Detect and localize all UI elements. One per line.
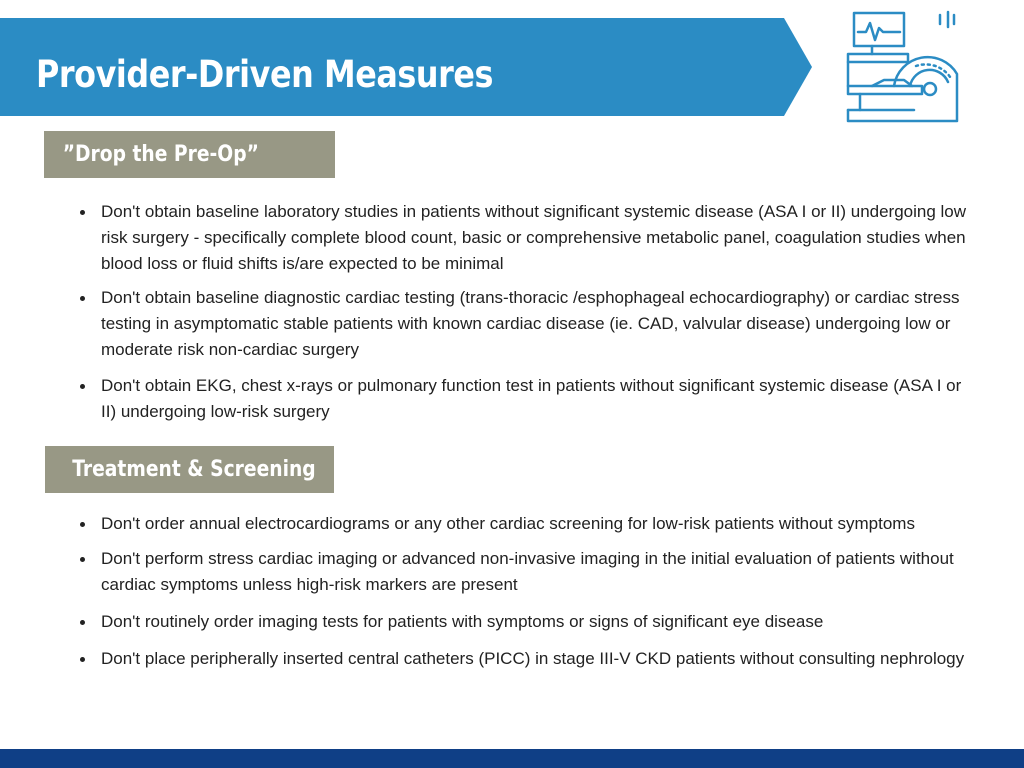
footer-bar [0,749,1024,768]
title-banner [0,18,812,116]
page-title: Provider-Driven Measures [36,53,494,96]
list-item: Don't obtain baseline laboratory studies in patients without significant systemic disease (ASA I or II) undergoing low risk surgery - specifically complete blood count, basic or comprehensive metabolic panel, coagulation studies when blood loss or fluid shifts is/are expected to be minimal [80,199,970,277]
list-item: Don't routinely order imaging tests for patients with symptoms or signs of significant eye disease [80,609,970,635]
list-item: Don't perform stress cardiac imaging or advanced non-invasive imaging in the initial evaluation of patients without cardiac symptoms unless high-risk markers are present [80,546,970,598]
list-item: Don't order annual electrocardiograms or any other cardiac screening for low-risk patients without symptoms [80,511,970,537]
section-label-text: Treatment & Screening [72,457,316,482]
bullet-list-treatment-screening [80,511,970,672]
bullet-list-drop-pre-op [80,199,970,425]
list-item: Don't obtain EKG, chest x-rays or pulmonary function test in patients without significant systemic disease (ASA I or II) undergoing low-risk surgery [80,373,970,425]
section-label-text: ”Drop the Pre-Op” [62,142,259,167]
list-item: Don't obtain baseline diagnostic cardiac testing (trans-thoracic /esphophageal echocardiography) or cardiac stress testing in asymptomatic stable patients with known cardiac disease (ie. CAD, valvular disease) undergoing low or moderate risk non-cardiac surgery [80,285,970,363]
list-item: Don't place peripherally inserted central catheters (PICC) in stage III-V CKD patients without consulting nephrology [80,646,970,672]
section-label-treatment-screening [45,446,334,493]
medical-imaging-scanner-icon [842,10,962,125]
section-label-drop-pre-op [44,131,335,178]
